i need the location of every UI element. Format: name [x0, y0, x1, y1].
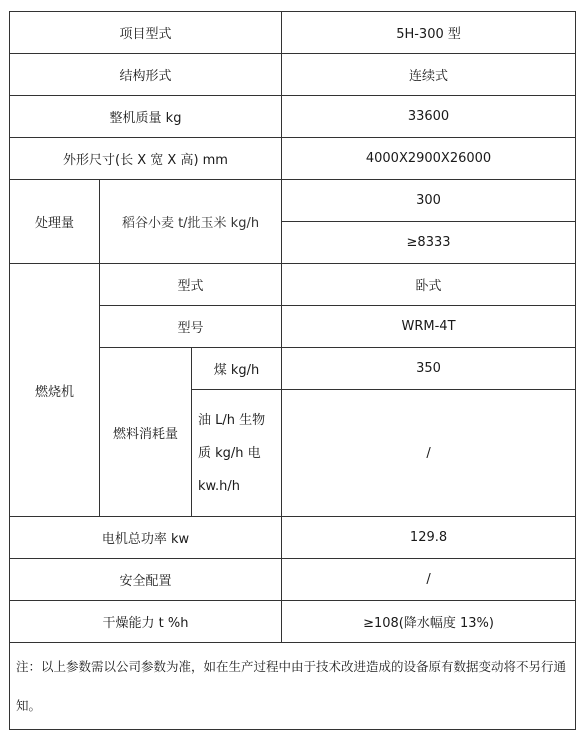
burner-type-label: 型式: [100, 264, 282, 306]
burner-model-value: WRM-4T: [282, 306, 576, 348]
table-row: [10, 54, 576, 96]
note-text: 注：以上参数需以公司参数为准，如在生产过程中由于技术改进造成的设备原有数据变动将不另行通知。: [10, 643, 576, 730]
dimension-label: 外形尺寸(长 X 宽 X 高) mm: [10, 138, 282, 180]
motor-label: 电机总功率 kw: [10, 517, 282, 559]
drying-label: 干燥能力 t %h: [10, 601, 282, 643]
oil-label: 油 L/h 生物质 kg/h 电 kw.h/h: [192, 390, 282, 517]
capacity-sub-label: 稻谷小麦 t/批玉米 kg/h: [100, 180, 282, 264]
capacity-value-1: 300: [282, 180, 576, 222]
table-row: [10, 138, 576, 180]
table-row: [10, 601, 576, 643]
motor-value: 129.8: [282, 517, 576, 559]
weight-value: 33600: [282, 96, 576, 138]
table-row: [10, 180, 576, 222]
project-value: 5H-300 型: [282, 12, 576, 54]
spec-table: [9, 11, 576, 730]
table-row: [10, 264, 576, 306]
coal-value: 350: [282, 348, 576, 390]
weight-label: 整机质量 kg: [10, 96, 282, 138]
table-row: [10, 559, 576, 601]
burner-model-label: 型号: [100, 306, 282, 348]
safety-label: 安全配置: [10, 559, 282, 601]
table-row: [10, 643, 576, 730]
burner-label: 燃烧机: [10, 264, 100, 517]
table-row: [10, 96, 576, 138]
structure-label: 结构形式: [10, 54, 282, 96]
coal-label: 煤 kg/h: [192, 348, 282, 390]
drying-value: ≥108(降水幅度 13%): [282, 601, 576, 643]
oil-value: /: [282, 390, 576, 517]
fuel-label: 燃料消耗量: [100, 348, 192, 517]
safety-value: /: [282, 559, 576, 601]
burner-type-value: 卧式: [282, 264, 576, 306]
project-label: 项目型式: [10, 12, 282, 54]
table-row: [10, 12, 576, 54]
structure-value: 连续式: [282, 54, 576, 96]
capacity-label: 处理量: [10, 180, 100, 264]
capacity-value-2: ≥8333: [282, 222, 576, 264]
table-row: [10, 517, 576, 559]
dimension-value: 4000X2900X26000: [282, 138, 576, 180]
